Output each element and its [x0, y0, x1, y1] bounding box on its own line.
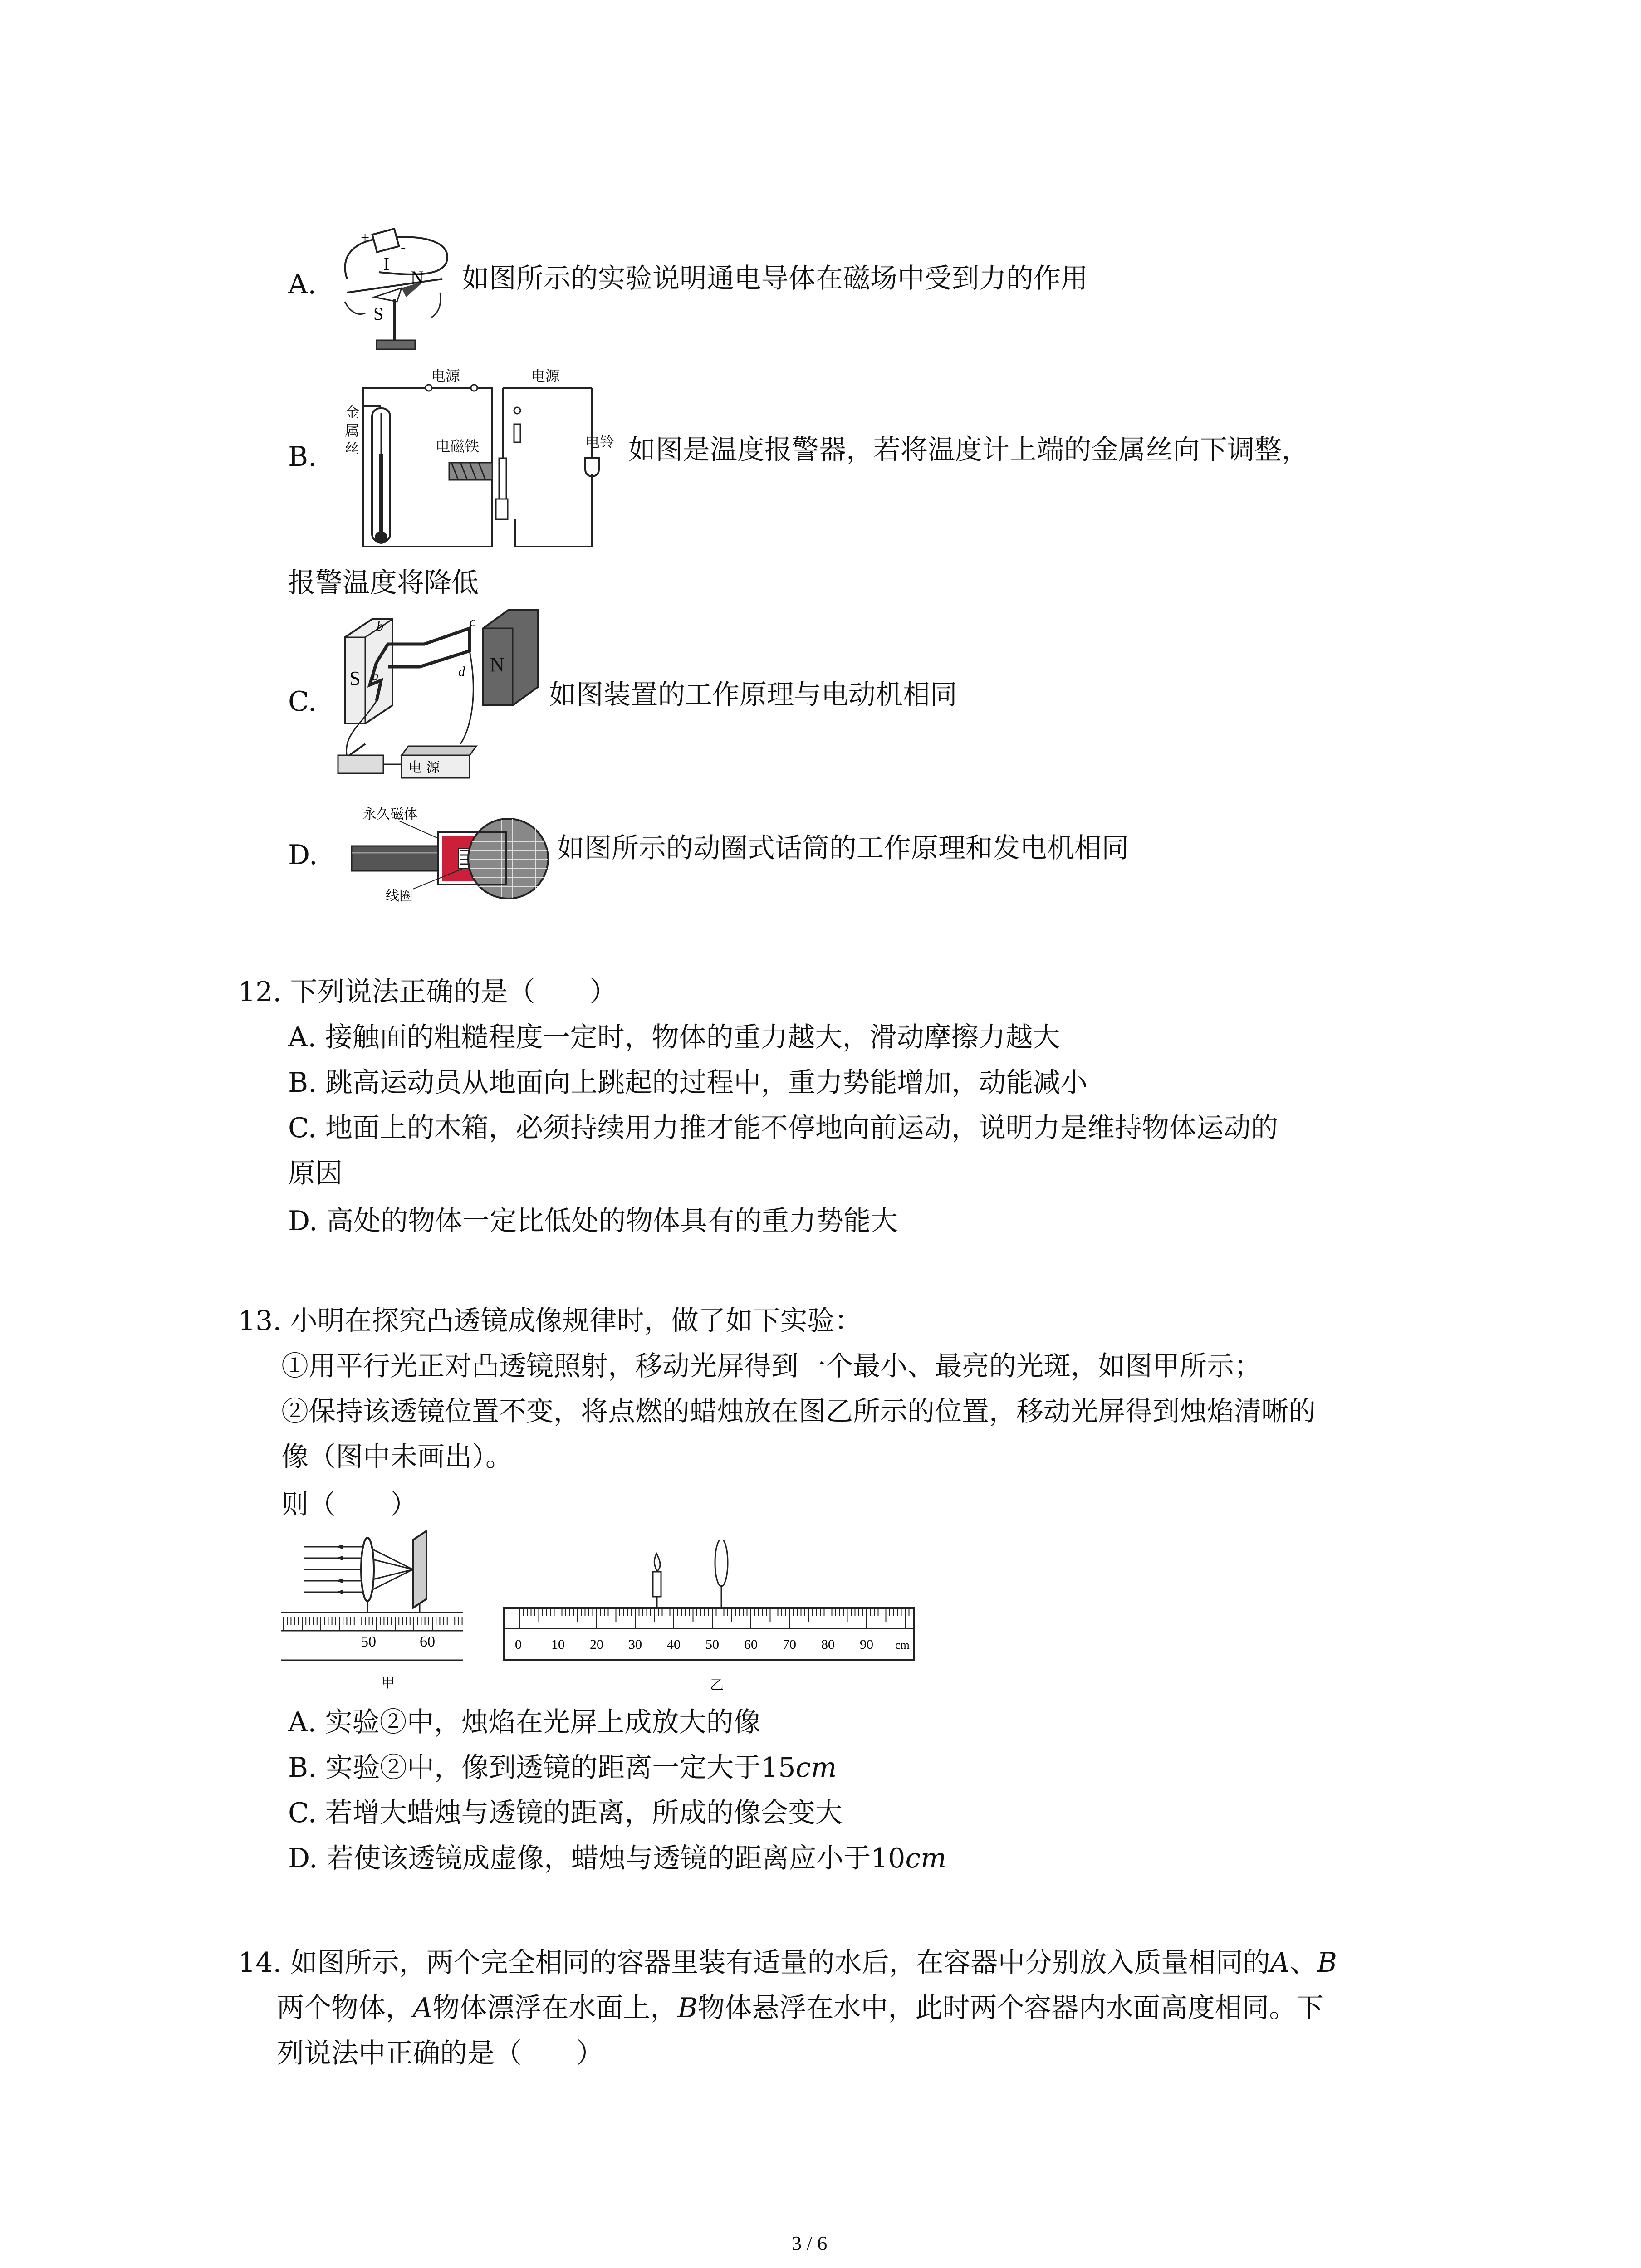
q13-yi-unit: cm [895, 1638, 910, 1652]
q13-yi-tick-40: 40 [667, 1637, 681, 1652]
q11-b-wire-label-1: 金 [345, 404, 360, 421]
q13-yi-tick-60: 60 [744, 1637, 758, 1652]
q13-yi-tick-10: 10 [551, 1637, 565, 1652]
q14-line-2 [277, 1991, 1323, 2025]
q11-a-figure [333, 225, 463, 356]
q11-b-wire-label-3: 丝 [345, 440, 360, 457]
q13-option-d-text: D. 若使该透镜成虚像，蜡烛与透镜的距离应小于 [288, 1843, 871, 1874]
q13-option-d-value: 10 [871, 1843, 906, 1874]
q13-option-a: A. 实验②中，烛焰在光屏上成放大的像 [288, 1706, 761, 1738]
q13-option-b-text: B. 实验②中，像到透镜的距离一定大于 [288, 1752, 761, 1784]
q11-b-power-label-1: 电源 [431, 367, 460, 385]
q11-b-text: 如图是温度报警器，若将温度计上端的金属丝向下调整， [628, 434, 1309, 466]
q13-option-b-value: 15 [761, 1752, 796, 1784]
q14-line-1-sep: 、 [1289, 1947, 1317, 1979]
q11-c-c-label: c [470, 614, 476, 629]
q13-step-2-continued: 像（图中未画出）。 [281, 1441, 513, 1473]
q13-yi-tick-30: 30 [628, 1637, 642, 1652]
q13-yi-tick-20: 20 [590, 1637, 603, 1652]
q11-b-bell-label: 电铃 [585, 433, 615, 450]
q11-c-s-label: S [349, 667, 361, 689]
page-number: 3 / 6 [792, 2232, 828, 2254]
q13-yi-tick-0: 0 [515, 1637, 522, 1652]
q12-option-c-continued: 原因 [288, 1158, 343, 1189]
q13-step-1: ①用平行光正对凸透镜照射，移动光屏得到一个最小、最亮的光斑，如图甲所示； [281, 1350, 1261, 1382]
q13-option-b-unit: cm [795, 1752, 837, 1784]
q14-line-2-a: A [413, 1992, 433, 2024]
q13-yi-tick-90: 90 [860, 1637, 873, 1652]
q11-c-b-label: b [377, 619, 383, 634]
q14-line-2-pre: 两个物体， [277, 1992, 413, 2024]
q12-option-a: A. 接触面的粗糙程度一定时，物体的重力越大，滑动摩擦力越大 [288, 1022, 1060, 1053]
q13-option-c: C. 若增大蜡烛与透镜的距离，所成的像会变大 [288, 1797, 843, 1829]
q11-c-n-label: N [490, 654, 505, 676]
q11-d-letter: D. [288, 839, 318, 871]
q11-a-letter: A. [288, 269, 317, 300]
q14-line-1-b: B [1317, 1947, 1337, 1979]
q13-option-d-unit: cm [905, 1843, 946, 1874]
q11-c-figure [333, 608, 551, 789]
q11-b-letter: B. [288, 441, 317, 473]
q11-b-text-continued: 报警温度将降低 [288, 567, 479, 599]
q11-a-plus: + [361, 230, 370, 246]
q11-d-figure [349, 801, 558, 905]
q11-a-n-label: N [411, 267, 424, 288]
q11-a-current-label: I [383, 254, 390, 274]
q11-a-minus: - [401, 239, 406, 255]
q14-line-3: 列说法中正确的是（ ） [277, 2038, 603, 2069]
q11-a-text: 如图所示的实验说明通电导体在磁场中受到力的作用 [462, 263, 1088, 294]
q11-c-power-label: 电 源 [408, 760, 440, 776]
q13-jia-tick-60: 60 [420, 1633, 435, 1650]
q14-line-1 [238, 1946, 1337, 1980]
q13-step-2: ②保持该透镜位置不变，将点燃的蜡烛放在图乙所示的位置，移动光屏得到烛焰清晰的 [281, 1396, 1316, 1427]
q11-b-electromagnet-label: 电磁铁 [436, 438, 480, 455]
q11-c-letter: C. [288, 686, 317, 718]
q13-stem: 13. 小明在探究凸透镜成像规律时，做了如下实验： [238, 1305, 862, 1337]
q13-yi-label: 乙 [710, 1677, 724, 1693]
q11-d-text: 如图所示的动圈式话筒的工作原理和发电机相同 [557, 832, 1129, 864]
q12-option-c: C. 地面上的木箱，必须持续用力推才能不停地向前运动，说明力是维持物体运动的 [288, 1112, 1278, 1144]
q13-option-d [288, 1842, 946, 1876]
q11-d-coil-label: 线圈 [386, 888, 413, 904]
q11-b-wire-label-2: 属 [345, 422, 360, 439]
q14-line-1-text: 14. 如图所示，两个完全相同的容器里装有适量的水后，在容器中分别放入质量相同的 [238, 1947, 1270, 1979]
q11-c-d-label: d [458, 664, 465, 679]
q13-jia-label: 甲 [381, 1675, 395, 1691]
q14-line-1-a: A [1270, 1947, 1290, 1979]
q13-yi-tick-80: 80 [821, 1637, 835, 1652]
q12-option-b: B. 跳高运动员从地面向上跳起的过程中，重力势能增加，动能减小 [288, 1067, 1088, 1099]
q12-stem: 12. 下列说法正确的是（ ） [238, 976, 617, 1008]
q13-yi-tick-50: 50 [705, 1637, 719, 1652]
q14-line-2-post: 物体悬浮在水中，此时两个容器内水面高度相同。下 [697, 1992, 1324, 2024]
q11-c-text: 如图装置的工作原理与电动机相同 [549, 679, 957, 711]
q11-b-figure [338, 363, 633, 556]
q13-figure-jia [281, 1529, 472, 1701]
q11-b-power-label-2: 电源 [531, 367, 560, 385]
q13-figure-yi [501, 1540, 928, 1703]
q14-line-2-b: B [677, 1992, 698, 2024]
q13-option-b [288, 1751, 837, 1785]
q13-yi-tick-70: 70 [783, 1637, 796, 1652]
q13-then: 则（ ） [281, 1489, 417, 1520]
q11-c-a-label: a [372, 669, 379, 684]
q11-a-s-label: S [373, 303, 384, 324]
q14-line-2-mid: 物体漂浮在水面上， [432, 1992, 678, 2024]
q11-d-magnet-label: 永久磁体 [363, 807, 417, 822]
q12-option-d: D. 高处的物体一定比低处的物体具有的重力势能大 [288, 1205, 898, 1237]
q13-jia-tick-50: 50 [361, 1633, 376, 1650]
